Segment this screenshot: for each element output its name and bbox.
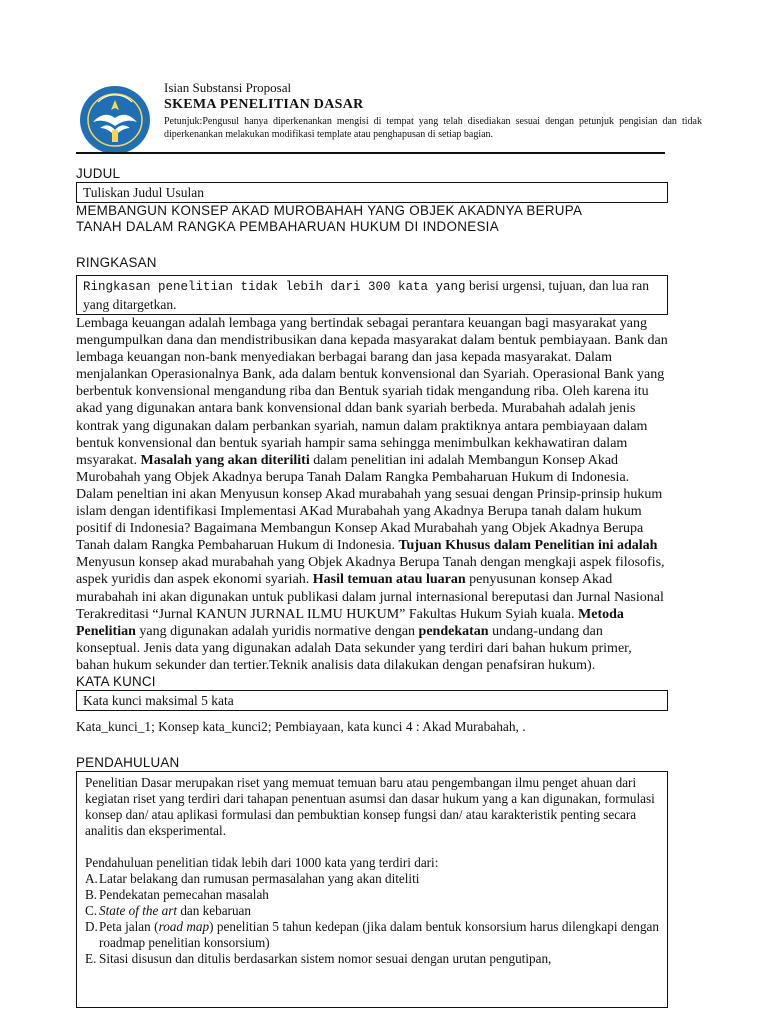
- list-item-text: dan kebaruan: [177, 902, 251, 918]
- list-marker: D.: [85, 918, 98, 934]
- pendahuluan-lead: Pendahuluan penelitian tidak lebih dari 1000 kata yang terdiri dari:: [85, 854, 439, 870]
- list-item-text: Sitasi disusun dan ditulis berdasarkan sistem nomor sesuai dengan urutan pengutipan,: [99, 950, 552, 966]
- list-marker: E.: [85, 950, 97, 966]
- ringkasan-text-1: Lembaga keuangan adalah lembaga yang bertindak sebagai perantara keuangan bagi masyarakat yang mengumpulkan dana dan mendistribusikan dana kepada masyarakat dalam bentuk pembiayaan. Bank dan lembaga keuangan non-bank menyediakan berbagai barang dan jasa kepada masyarakat. Dalam menjalankan Operasionalnya Bank, ada dalam bentuk konvensional dan Syariah. Operasional Bank yang berbentuk konvensional mengandung riba dan Bentuk syariah tidak mengandung riba. Oleh karena itu akad yang digunakan antara bank konvensional ddan bank syariah berbeda. Murabahah adalah jenis kontrak yang digunakan dalam perbankan syariah, namun dalam praktiknya antara pembiayaan dalam bentuk konvensional dan bentuk syariah hampir sama sehingga menimbulkan kekhawatiran dalam msyarakat.: [76, 316, 668, 468]
- ringkasan-text-2: dalam penelitian ini adalah Membangun Konsep Akad Murobahah yang Objek Akadnya berupa Tanah Dalam Rangka Pembaharuan Hukum di Indonesia. Dalam peneltian ini akan Menyusun konsep Akad murabahah yang sesuai dengan Prinsip-prinsip hukum islam dengan identifikasi Implementasi AKad Murabahah yang Akadnya Berupa tanah dalam hukum positif di Indonesia? Bagaimana Membangun Konsep Akad Murabahah yang Objek Akadnya Berupa Tanah dalam Rangka Pembaharuan Hukum di Indonesia.: [76, 452, 663, 554]
- pendahuluan-intro: Penelitian Dasar merupakan riset yang memuat temuan baru atau pengembangan ilmu penget ahuan dari kegiatan riset yang terdiri dari tahapan penentuan asumsi dan dasar hukum yang a kan digunakan, formulasi konsep dan/ atau aplikasi formulasi dan pembuktian konsep fungsi dan/ atau karakteristik penting secara analitis dan eksperimental.: [85, 774, 655, 838]
- list-item-text: ) penelitian 5 tahun kedepan (jika dalam bentuk konsorsium harus dilengkapi dengan roadmap penelitian konsorsium): [99, 918, 659, 950]
- ringkasan-bold-3: Hasil temuan atau luaran: [312, 572, 466, 588]
- ringkasan-text-3: Menyusun konsep akad murabahah yang Objek Akadnya Berupa Tanah dengan mengkaji aspek filosofis, aspek yuridis dan aspek ekonomi syariah.: [76, 555, 665, 588]
- list-item: [85, 887, 659, 903]
- section-label-judul: JUDUL: [76, 166, 121, 181]
- list-item-text: Pendekatan pemecahan masalah: [99, 886, 269, 902]
- kata-kunci-instruction-box: Kata kunci maksimal 5 kata: [76, 690, 668, 711]
- list-item: [85, 919, 659, 951]
- list-item: [85, 903, 659, 919]
- ringkasan-bold-1: Masalah yang akan diteriliti: [140, 452, 310, 468]
- list-item: [85, 871, 659, 887]
- ringkasan-text-5: yang digunakan adalah yuridis normative dengan: [135, 623, 419, 639]
- ringkasan-bold-2: Tujuan Khusus dalam Penelitian ini adalah: [398, 538, 658, 554]
- header-text: [164, 80, 702, 141]
- header-divider: [76, 152, 665, 154]
- list-item: [85, 951, 659, 967]
- tut-wuri-handayani-emblem-icon: [78, 84, 152, 156]
- ringkasan-instruction-box: [76, 275, 668, 315]
- proposal-content: [76, 166, 668, 1008]
- ringkasan-instruction-mono: Ringkasan penelitian tidak lebih dari 300 kata yang: [83, 280, 466, 294]
- ringkasan-instruction-rest: berisi urgensi, tujuan, dan lua ran yang ditargetkan.: [83, 278, 650, 312]
- instructions-note: Petunjuk:Pengusul hanya diperkenankan mengisi di tempat yang telah disediakan sesuai dengan petunjuk pengisian dan tidak diperkenankan melakukan modifikasi template atau penghapusan di setiap bagian.: [164, 116, 702, 140]
- section-label-kata-kunci: KATA KUNCI: [76, 673, 156, 689]
- list-marker: C.: [85, 902, 98, 918]
- list-marker: B.: [85, 886, 98, 902]
- list-item-text: Latar belakang dan rumusan permasalahan yang akan diteliti: [99, 870, 420, 886]
- list-marker: A.: [85, 870, 98, 886]
- judul-instruction-box: Tuliskan Judul Usulan: [76, 182, 668, 203]
- pendahuluan-list: [85, 871, 659, 967]
- ringkasan-bold-5: pendekatan: [418, 623, 489, 639]
- list-item-italic: road map: [158, 918, 210, 934]
- document-title: SKEMA PENELITIAN DASAR: [164, 97, 364, 112]
- section-label-ringkasan: RINGKASAN: [76, 255, 157, 270]
- proposal-title-line-1: MEMBANGUN KONSEP AKAD MUROBAHAH YANG OBJEK AKADNYA BERUPA: [76, 203, 583, 218]
- pendahuluan-instruction-box: [76, 771, 668, 1008]
- ringkasan-text-6: undang-undang dan konseptual. Jenis data yang digunakan adalah Data sekunder yang terdiri dari bahan hukum primer, bahan hukum sekunder dan tertier.Teknik analisis data dilakukan dengan penafsiran hukum).: [76, 623, 632, 673]
- ringkasan-body: [76, 315, 668, 674]
- list-item-pre: Peta jalan (: [99, 918, 159, 934]
- ringkasan-bold-4: Metoda Penelitian: [76, 606, 624, 639]
- section-label-pendahuluan: PENDAHULUAN: [76, 754, 180, 770]
- document-subtitle: Isian Substansi Proposal: [164, 80, 292, 95]
- list-item-italic: State of the art: [99, 902, 178, 918]
- kata-kunci-value: Kata_kunci_1; Konsep kata_kunci2; Pembiayaan, kata kunci 4 : Akad Murabahah, .: [76, 718, 526, 734]
- ringkasan-text-4: penyusunan konsep Akad murabahah ini akan digunakan untuk publikasi dalam jurnal internasional bereputasi dan Jurnal Nasional Terakreditasi “Jurnal KANUN JURNAL ILMU HUKUM” Fakultas Hukum Syiah kuala.: [76, 572, 664, 622]
- document-header: [76, 80, 701, 160]
- proposal-title-line-2: TANAH DALAM RANGKA PEMBAHARUAN HUKUM DI INDONESIA: [76, 219, 499, 234]
